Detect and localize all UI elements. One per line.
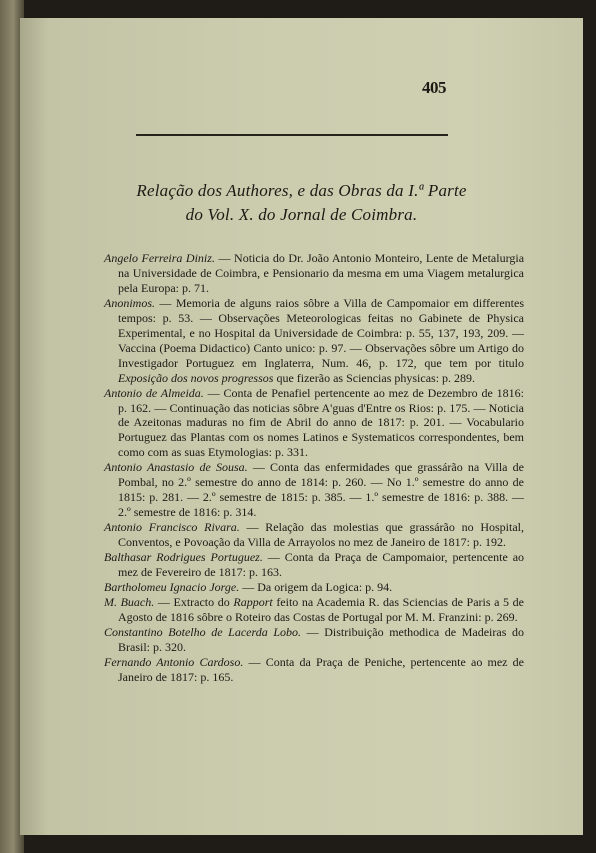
index-entry — [104, 580, 524, 595]
entry-italic-title: Exposição dos novos progressos — [118, 370, 274, 385]
section-title-line-2: do Vol. X. do Jornal de Coimbra. — [185, 205, 418, 224]
entry-text: — Distribuição methodica de Madeiras do Brasil: p. 320. — [118, 624, 524, 654]
entry-italic-title: Rapport — [233, 594, 273, 609]
entry-text: — Conta da Praça de Peniche, pertencente ao mez de Janeiro de 1817: p. 165. — [118, 654, 525, 684]
index-entry — [104, 595, 524, 625]
entry-author: Antonio de Almeida. — [104, 385, 204, 400]
entry-text: — Conta da Praça de Campomaior, pertencente ao mez de Fevereiro de 1817: p. 163. — [118, 550, 525, 580]
entry-author: Antonio Anastasio de Sousa. — [104, 460, 248, 475]
entry-text: — Noticia do Dr. João Antonio Monteiro, Lente de Metalurgia na Universidade de Coimbra, e Pensionario da mesma em uma Viagem metalurgica pela Europa: p. 71. — [118, 251, 525, 295]
book-page — [20, 18, 583, 835]
index-entry — [104, 550, 524, 580]
index-entry — [104, 655, 524, 685]
section-title-line-1: Relação dos Authores, e das Obras da I.ª Parte — [136, 181, 467, 200]
entry-text: — Relação das molestias que grassárão no Hospital, Conventos, e Povoação da Villa de Arrayolos no mez de Janeiro de 1817: p. 192. — [118, 520, 524, 550]
author-index — [104, 251, 524, 685]
entry-author: Balthasar Rodrigues Portuguez. — [104, 550, 263, 565]
entry-text: — Da origem da Logica: p. 94. — [242, 579, 393, 594]
entry-text-after: feito na Academia R. das Sciencias de Paris a 5 de Agosto de 1816 sôbre o Roteiro das Costas de Portugal por M. M. Franzini: p. 269. — [118, 594, 524, 624]
entry-text-after: que fizerão as Sciencias physicas: p. 289. — [276, 370, 476, 385]
page-number: 405 — [422, 78, 446, 97]
entry-author: Angelo Ferreira Diniz. — [104, 251, 215, 265]
entry-text: — Memoria de alguns raios sôbre a Villa de Campomaior em differentes tempos: p. 53. — Observações Meteorologicas feitas no Gabinete de Physica Experimental, e no Hospital da Universidade de Coimbra: p. 55, 137, 193, 209. — Vaccina (Poema Didactico) Canto unico: p. 97. — Observações sôbre um Artigo do Investigador Portuguez em Inglaterra, Num. 46, p. 172, que tem por titulo — [118, 295, 525, 370]
index-entry — [104, 460, 524, 520]
entry-author: Constantino Botelho de Lacerda Lobo. — [104, 624, 302, 639]
index-entry — [104, 386, 524, 461]
entry-text: — Extracto do — [157, 594, 230, 609]
index-entry — [104, 625, 524, 655]
header-rule — [136, 134, 448, 136]
entry-author: Fernando Antonio Cardoso. — [104, 654, 244, 669]
index-entry — [104, 296, 524, 386]
index-entry — [104, 520, 524, 550]
entry-author: Antonio Francisco Rivara. — [104, 520, 240, 535]
entry-author: Bartholomeu Ignacio Jorge. — [104, 579, 240, 594]
index-entry — [104, 251, 524, 296]
entry-text: — Conta de Penafiel pertencente ao mez de Dezembro de 1816: p. 162. — Continuação das noticias sôbre A'guas d'Entre os Rios: p. 175. — Noticia de Azeitonas maduras no fim de Abril do anno de 1817: p. 201. — Vocabulario Portuguez das Plantas com os nomes Latinos e Systematicos correspondentes, bem como com as suas Etymologias: p. 331. — [118, 385, 525, 460]
entry-author: M. Buach. — [104, 594, 155, 609]
entry-text: — Conta das enfermidades que grassárão na Villa de Pombal, no 2.º semestre do anno de 1814: p. 260. — No 1.º semestre do anno de 1815: p. 281. — 2.º semestre de 1815: p. 385. — 1.º semestre de 1816: p. 388. — 2.º semestre de 1816: p. 314. — [118, 460, 525, 520]
entry-author: Anonimos. — [104, 295, 155, 310]
